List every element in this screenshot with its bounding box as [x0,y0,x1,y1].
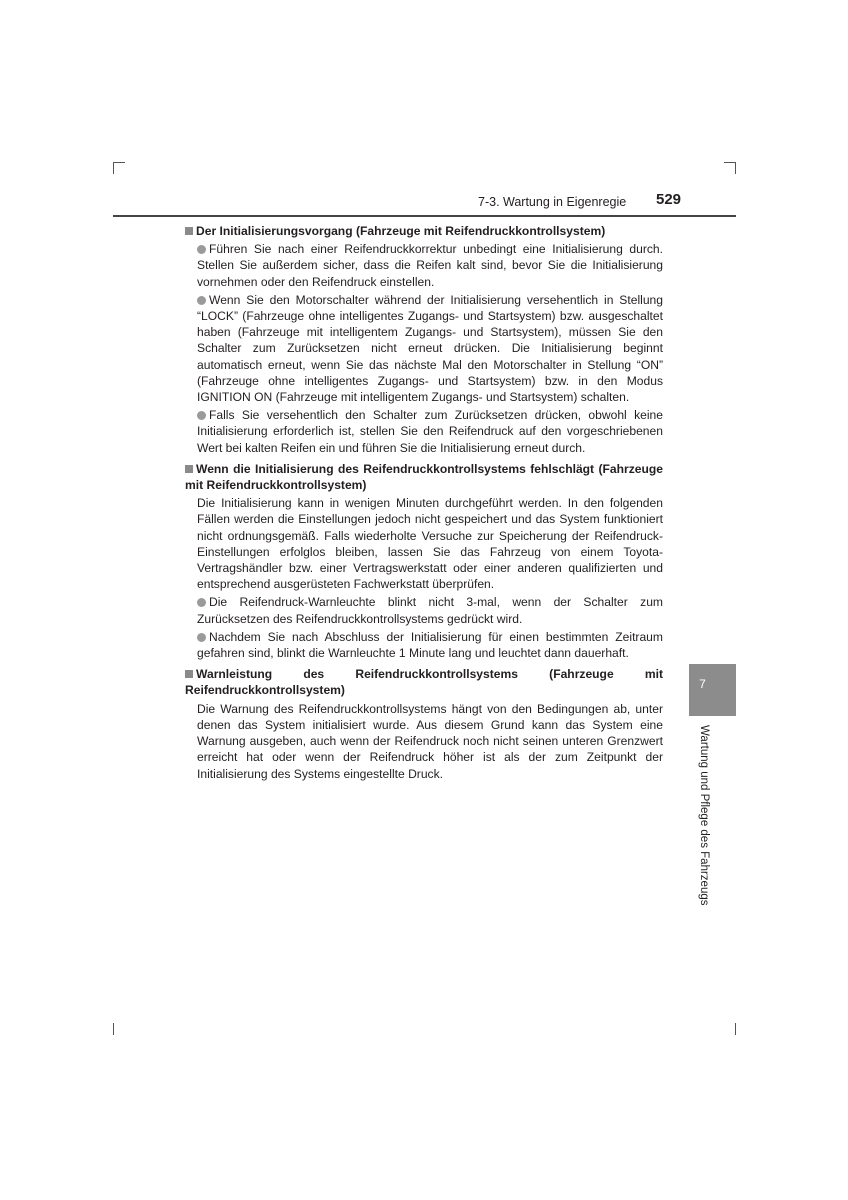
bullet-item: Die Reifendruck-Warnleuchte blinkt nicht 3-mal, wenn der Schalter zum Zurücksetzen des Reifendruckkontrollsystems gedrückt wird. [197,595,663,626]
bullet-item: Nachdem Sie nach Abschluss der Initialisierung für einen bestimmten Zeitraum gefahren sind, blinkt die Warnleuchte 1 Minute lang und leuchtet dann dauerhaft. [197,629,663,661]
page-number: 529 [656,191,682,208]
crop-mark-bottom-left-v [113,1023,114,1035]
section-heading: Wenn die Initialisierung des Reifendruckkontrollsystems fehlschlägt (Fahrzeuge mit Reifendruckkontrollsystem) [185,461,663,493]
section-paragraph: Die Warnung des Reifendruckkontrollsystems hängt von den Bedingungen ab, unter denen das System initialisiert wurde. Aus diesem Grund kann das System eine Warnung ausgeben, auch wenn der Reifendruck noch nicht seinen unteren Grenzwert erreicht hat oder wenn der Reifendruck höher ist als der zum Zeitpunkt der Initialisierung des Systems eingestellte Druck. [197,701,663,781]
circle-bullet-icon [197,598,206,607]
crop-mark-top-left-h [113,162,125,163]
chapter-tab [689,664,736,716]
circle-bullet-icon [197,245,206,254]
section-heading: Der Initialisierungsvorgang (Fahrzeuge mit Reifendruckkontrollsystem) [185,223,663,239]
square-bullet-icon [185,227,193,235]
header-divider [113,215,736,217]
square-bullet-icon [185,465,193,473]
circle-bullet-icon [197,633,206,642]
crop-mark-top-right-v [735,162,736,174]
chapter-title: Wartung und Pflege des Fahrzeugs [698,725,710,906]
chapter-number: 7 [699,677,706,691]
page-content [185,223,663,782]
crop-mark-top-left-v [113,162,114,174]
crop-mark-bottom-right-v [735,1023,736,1035]
header-section-title: 7-3. Wartung in Eigenregie [478,195,627,209]
bullet-item: Führen Sie nach einer Reifendruckkorrektur unbedingt eine Initialisierung durch. Stellen Sie außerdem sicher, dass die Reifen kalt sind, bevor Sie die Initialisierung vornehmen oder den Reifendruck einstellen. [197,242,663,289]
square-bullet-icon [185,670,193,678]
bullet-item: Wenn Sie den Motorschalter während der Initialisierung versehentlich in Stellung “LOCK” (Fahrzeuge ohne intelligentes Zugangs- und Startsystem) bzw. ausgeschaltet haben (Fahrzeuge mit intelligentem Zugangs- und Startsystem), müssen Sie den Schalter zum Zurücksetzen nicht erneut drücken. Die Initialisierung beginnt automatisch erneut, wenn Sie das nächste Mal den Motorschalter in Stellung “ON” (Fahrzeuge ohne intelligentes Zugangs- und Startsystem) bzw. in den Modus IGNITION ON (Fahrzeuge mit intelligentem Zugangs- und Startsystem) schalten. [197,292,663,405]
bullet-item: Falls Sie versehentlich den Schalter zum Zurücksetzen drücken, obwohl keine Initialisierung erforderlich ist, stellen Sie den Reifendruck auf den vorgeschriebenen Wert bei kalten Reifen ein und führen Sie die Initialisierung erneut durch. [197,408,663,455]
circle-bullet-icon [197,296,206,305]
section-heading: Warnleistung des Reifendruckkontrollsystems (Fahrzeuge mit Reifendruckkontrollsystem) [185,667,663,698]
circle-bullet-icon [197,411,206,420]
section-paragraph: Die Initialisierung kann in wenigen Minuten durchgeführt werden. In den folgenden Fällen werden die Einstellungen jedoch nicht gespeichert und das System funktioniert nicht ordnungsgemäß. Falls wiederholte Versuche zur Speicherung der Reifendruck-Einstellungen erfolglos bleiben, lassen Sie das Fahrzeug von einem Toyota-Vertragshändler bzw. einer Vertragswerkstatt oder einer anderen qualifizierten und entsprechend ausgerüsteten Fachwerkstatt überprüfen. [197,496,663,592]
